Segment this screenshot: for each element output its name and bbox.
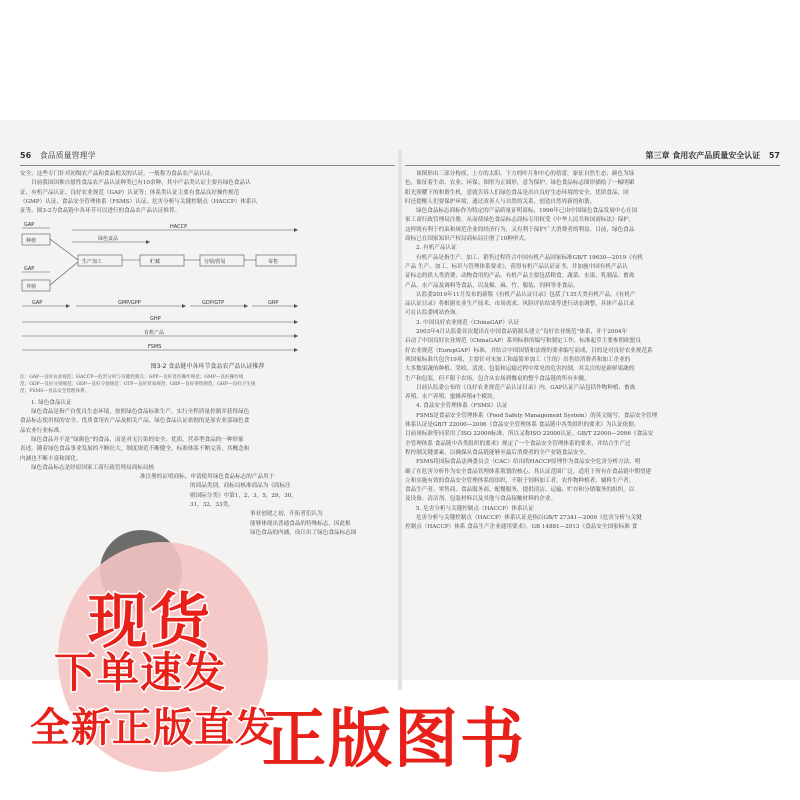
diagram-label-gap-row: GAP <box>32 300 43 307</box>
body-line: 事业创建之初，开拓者们认为 <box>250 511 323 518</box>
body-line: 色，象征着生命、农业、环保；图形为正圆形，意为保护。绿色食品标志图形描绘了一幅明媚 <box>405 180 635 187</box>
diagram-label-gap-top: GAP <box>24 222 35 229</box>
diagram-box-storage: 贮藏 <box>150 259 161 266</box>
body-line: 绿色食品并不是“绿颜色”的食品，而是对无污染的安全、优质、营养型食品的一种形象 <box>31 436 244 443</box>
diagram-box-processing: 生产加工 <box>82 259 103 266</box>
body-line: 31，32，33类。 <box>190 502 234 509</box>
body-line: 列国家标准共包含19项，主要针对未加工和最简单加工（生的）出售给消费者和加工企业的 <box>405 356 631 363</box>
body-line: 养殖、水产养殖、蜜蜂养殖4个模块。 <box>405 394 499 401</box>
body-line: 程控制关键要素，以确保从食品链能够至最后消费者的全产业链食品安全。 <box>405 449 590 456</box>
diagram-label-gmp-gpp: GMP/GPP <box>118 300 141 307</box>
promo-genuine-direct: 全新正版直发 <box>30 705 276 751</box>
right-page-header <box>405 150 780 166</box>
promo-fast-shipping: 下单速发 <box>54 648 227 697</box>
body-line: 准注册的证明商标。申请使用绿色食品标志的产品用于 <box>140 474 275 481</box>
body-line: 绿色食品的内涵，设计出了绿色食品标志图 <box>250 529 357 536</box>
body-line: 阳光照耀下的和谐生机，意就告诉人们绿色食品是出自良好生态环境的安全、优质食品，同 <box>405 189 629 196</box>
body-line: 绿色食品标志商标作为特定的产品质量证明商标，1996年已由中国绿色食品发展中心在国 <box>416 208 638 215</box>
intro-line: 证、有机产品认证、良好农业规范（GAP）认证等；体系类认证主要有食品良好操作规范 <box>20 189 240 196</box>
food-chain-diagram-svg <box>20 222 300 360</box>
diagram-label-haccp: HACCP <box>170 224 188 231</box>
note-line: 注：GAP—良好农业规范；HACCP—危害分析与关键控制点；GPP—良好兽医操作规范；GMP—良好操作规 <box>20 374 244 380</box>
body-line: FSMS是食品安全管理体系（Food Safety Management System）的英文缩写。食品安全管理 <box>416 412 658 419</box>
figure-note <box>20 374 395 395</box>
body-line: 品认证目录》将根据农业生产技术、市场需求、风险评估结果等进行动态调整，具体产品目录 <box>405 301 635 308</box>
body-line: 全管理体系 食品链中各类组织的要求》规定了一个食品安全管理体系的要求，并结合生产过 <box>405 440 631 447</box>
promo-in-stock: 现货 <box>88 587 212 657</box>
diagram-box-retail: 零售 <box>268 259 279 266</box>
body-line: 能够体现出普通食品的特殊标志，因此根 <box>250 520 351 527</box>
body-line: 有机产品是指生产、加工、销售过程符合中国有机产品国家标准GB/T 19630—2019《有机 <box>416 254 644 261</box>
intro-line: 目前我国国推自愿性食品农产品认证种类已有10余种。其中产品类认证主要有绿色食品认 <box>31 180 251 187</box>
left-page-header <box>20 150 395 166</box>
body-line: 立和实施有效的食品安全管理体系的组织，不限于饲料加工者、农作物种植者、辅料生产者、 <box>405 477 635 484</box>
diagram-label-organic: 有机产品 <box>144 330 165 337</box>
body-line: 家工商行政管理局注册，从而使绿色食品标志商标专用权受《中华人民共和国商标法》保护， <box>405 217 635 224</box>
body-line: 产品、水产品及调料等食品，以及棉、麻、竹、服装、饲料等非食品。 <box>405 282 579 289</box>
note-line: 范；GDP—良好分销规范；GDP—良好分销规范；GTP—良好贸易规范；GRP—良好零售规范；GHP—良好卫生规 <box>20 381 256 387</box>
section-heading: 1. 绿色食品认证 <box>31 399 72 406</box>
diagram-label-gdp-gtp: GDP/GTP <box>202 300 225 307</box>
body-line: 启动了中国良好农业规范（ChinaGAP）系列标准的编写和制定工作，标准起草主要参照欧盟良 <box>405 338 641 345</box>
diagram-box-breeding: 养殖 <box>26 284 37 291</box>
diagram-label-green-food: 绿色食品 <box>98 236 119 243</box>
body-line: 绿色食品是指产自优良生态环境，按照绿色食品标准生产，实行全程质量控制并获得绿色 <box>31 409 250 416</box>
right-running-title: 第三章 食用农产品质量安全认证 <box>645 151 761 160</box>
intro-line: 安全、这些专门针对初级农产品和食品相关的认证，一般称为食品农产品认证。 <box>20 171 216 177</box>
body-line: 食品生产者、零售商、食品服务商、配餐服务，提供清洁、运输、贮存和分销服务的组织，以 <box>405 487 635 494</box>
right-page-number: 57 <box>768 151 780 160</box>
body-line: 的商品类别，商标局核准商品为《商标注 <box>190 483 291 490</box>
body-line: 内涵也不断丰富和深化。 <box>20 455 82 462</box>
body-line: 认监委2019年11月发布的新版《有机产品认证目录》包括了135大类有机产品。《有机产 <box>416 291 636 298</box>
body-line: FSMS将国际食品法典委员会（CAC）给出的HACCP原理作为食品安全危害分析方法，明 <box>416 459 641 466</box>
body-line: 这样既有利于约束和规范企业的经济行为，又有利于保护广大消费者的利益。目前，绿色食品 <box>405 226 635 233</box>
food-chain-diagram <box>20 222 395 360</box>
body-line: 生产和包装，但不限于农场。包含从农场到餐桌的整个食品链的所有步骤。 <box>405 375 590 382</box>
body-line: 食品标志使用权的安全、优质食用农产品及相关产品。绿色食品认证依据的是原农业部绿色食 <box>20 418 250 425</box>
body-line: 品农业行业标准。 <box>20 427 65 434</box>
diagram-box-distribution: 分销/贸易 <box>204 259 226 266</box>
book-gutter <box>398 150 402 690</box>
section-heading: 5. 危害分析与关键控制点（HACCP）体系认证 <box>416 505 534 512</box>
body-line: 目前该标准等同采用了ISO 22000标准，所以又称ISO 22000认证。GB/T 22000—2006《食品安 <box>405 431 654 438</box>
body-line: 则国际分类》中第1，2，3，5，29，30， <box>190 492 297 499</box>
left-running-title: 食品质量管理学 <box>39 151 96 160</box>
diagram-label-ghp: GHP <box>150 316 161 323</box>
left-page-body <box>20 170 395 538</box>
intro-line: 证等。图3-2为食品链中各环节可以进行的食品农产品认证推荐。 <box>20 208 181 215</box>
note-line: 范；FSMS—食品安全管理体系。 <box>20 388 90 394</box>
body-line: 绿色食品标志是经原国家工商行政管理局商标局核 <box>31 464 155 471</box>
promo-genuine-books: 正版图书 <box>262 703 526 777</box>
body-line: 危害分析与关键控制点（HACCP）体系认证是指以GB/T 27341—2009《危害分析与关键 <box>416 514 642 521</box>
body-line: 时还提醒人们要保护环境，通过改善人与自然的关系，创造自然界新的和谐。 <box>405 198 596 205</box>
body-line: 产品 生产、加工、标识与管理体系要求》，获得有机产品认证证书，并加施中国有机产品认 <box>405 263 628 270</box>
diagram-label-gap-bottom: GAP <box>24 266 35 273</box>
intro-line: （GMP）认证、食品安全管理体系（FSMS）认证、危害分析与关键控制点（HACCP）体系认 <box>20 198 258 205</box>
body-line: 确了在危害分析作为安全食品管理体系策划的核心。其认证范围广泛，适用于所有在食品链中期望建 <box>405 468 652 475</box>
body-line: 控制点（HACCP）体系 食品生产企业通用要求》，GB 14881—2013《食品安全国家标准 食 <box>405 524 638 531</box>
right-page <box>405 150 780 680</box>
body-line: 该图形由三部分构成，上方的太阳、下方的叶片和中心的蓓蕾，象征自然生态；颜色为绿 <box>416 171 635 177</box>
body-line: 2003年4月认监委首次提出在中国食品链源头建立“良好农业规范”体系，并于2004年 <box>416 329 628 336</box>
section-heading: 2. 有机产品认证 <box>416 245 457 252</box>
left-page-number: 56 <box>20 151 32 160</box>
body-line: 表述。随着绿色食品事业发展的不断壮大，制度规范不断健全，标准体系不断完善，其概念和 <box>20 446 250 453</box>
body-line: 大多数果蔬的种植、采收、清洗、包装和运输过程中常见的危害控制，其关注的是新鲜果蔬的 <box>405 366 635 373</box>
diagram-label-fsms: FSMS <box>148 344 162 351</box>
diagram-label-grp: GRP <box>268 300 279 307</box>
body-line: 及设备、清洁剂、包装材料以及其他与食品接触材料的企业。 <box>405 496 557 503</box>
body-line: 体系认证是GB/T 22000—2006《食品安全管理体系 食品链中各类组织的要求》为认证依据。 <box>405 422 640 429</box>
diagram-box-planting: 种植 <box>26 238 37 245</box>
body-line: 商标已在国家知识产权局商标局注册了10种形式。 <box>405 236 530 243</box>
body-line: 证标志的供人类消费、动物食用的产品。有机产品主要包括粮食、蔬菜、水果、乳制品、畜禽 <box>405 273 635 280</box>
body-line: 可在认监委网站查询。 <box>405 310 461 317</box>
right-page-body <box>405 170 780 533</box>
section-heading: 4. 食品安全管理体系（FSMS）认证 <box>416 403 508 410</box>
body-line: 好农业规范（EurepGAP）标准，并结合中国国情和法规的要求编写而成，目的是对良好农业规范系 <box>405 347 653 354</box>
section-heading: 3. 中国良好农业规范（ChinaGAP）认证 <box>416 319 520 326</box>
figure-caption: 图3-2 食品链中各环节食品农产品认证推荐 <box>150 363 265 371</box>
body-line: 目前认监委公布的《良好农业规范产品认证目录》内，GAP认证产品包括作物种植、畜禽 <box>416 384 636 391</box>
